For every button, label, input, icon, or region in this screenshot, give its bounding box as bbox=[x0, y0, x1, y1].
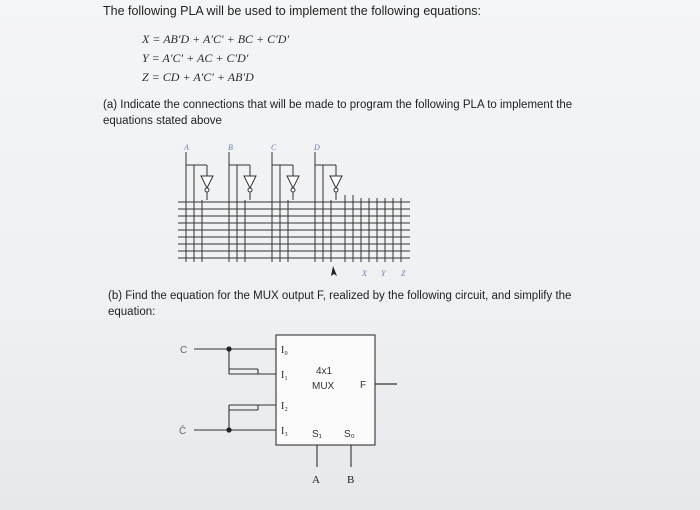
mux-select-s1: S₁ bbox=[312, 429, 323, 440]
mux-input-i2: I₂ bbox=[281, 401, 288, 412]
mux-input-i0: I₀ bbox=[281, 345, 288, 356]
equation-x: X = AB′D + A′C′ + BC + C′D′ bbox=[142, 32, 290, 46]
mux-title-line2: MUX bbox=[312, 381, 335, 392]
pla-output-label-x: X bbox=[362, 269, 367, 278]
pla-input-label-c: C bbox=[271, 143, 277, 152]
mux-output-f: F bbox=[360, 380, 367, 391]
equation-z: Z = CD + A′C′ + AB′D bbox=[142, 70, 254, 84]
signal-c-label: C bbox=[180, 345, 188, 356]
part-a-question: (a) Indicate the connections that will be made to program the following PLA to implement the equations stated above bbox=[103, 99, 573, 127]
mux-input-i3: I₃ bbox=[281, 426, 288, 437]
mux-title-line1: 4x1 bbox=[316, 366, 333, 377]
pla-output-label-z: Z bbox=[401, 269, 406, 278]
signal-c-bar-label: C̄ bbox=[179, 426, 187, 437]
select-signal-b: B bbox=[347, 474, 355, 486]
select-signal-a: A bbox=[312, 474, 320, 486]
pla-input-label-d: D bbox=[314, 143, 320, 152]
pla-input-label-a: A bbox=[184, 143, 189, 152]
equation-y: Y = A′C′ + AC + C′D′ bbox=[142, 51, 249, 65]
pla-input-label-b: B bbox=[228, 143, 233, 152]
part-b-question: (b) Find the equation for the MUX output F, realized by the following circuit, and simplify the equation: bbox=[108, 290, 572, 318]
mux-input-i1: I₁ bbox=[281, 370, 288, 381]
problem-intro: The following PLA will be used to implement the following equations: bbox=[103, 4, 481, 18]
mux-select-s0: S₀ bbox=[344, 429, 355, 440]
pla-output-label-y: Y bbox=[381, 269, 386, 278]
